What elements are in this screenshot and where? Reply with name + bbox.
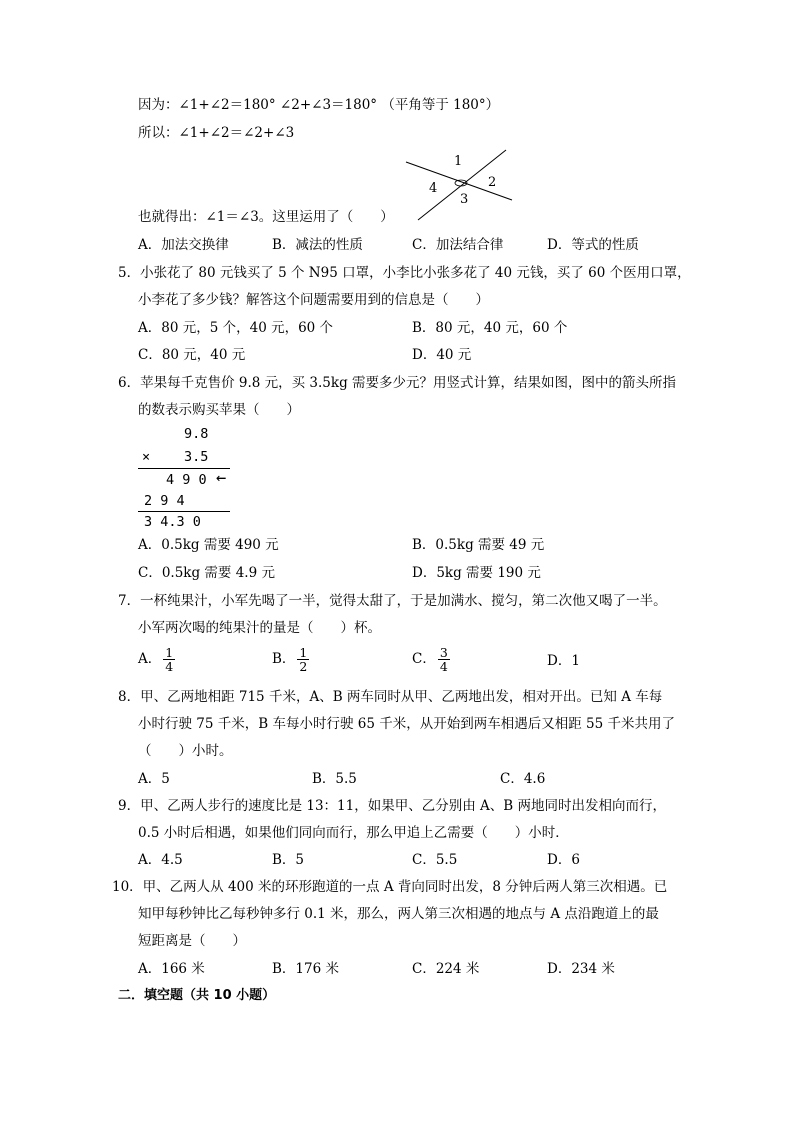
fraction-3-4 [438,646,450,673]
numerator: 3 [439,645,448,660]
calc-row-4: 2 9 4 [144,493,185,509]
q7-option-a [138,646,175,673]
q5-option-d: D．40 元 [412,347,472,363]
q9-option-b: B．5 [272,852,305,868]
q9-line-1: 9．甲、乙两人步行的速度比是 13：11，如果甲、乙分别由 A、B 两地同时出发相向而行， [118,798,666,814]
q6-option-d: D．5kg 需要 190 元 [412,565,541,581]
q8-line-3: （ ）小时。 [138,743,233,759]
q7-option-c [412,646,450,673]
intro-line-3: 也就得出：∠1＝∠3。这里运用了（ ） [138,209,394,225]
calc-row-1: 9.8 [184,426,209,442]
arrow-icon: ← [216,468,227,488]
q7-option-b [272,646,309,673]
q5-option-a: A．80 元，5 个，40 元，60 个 [138,320,334,336]
q4-option-d: D．等式的性质 [547,237,639,253]
angle-label-4: 4 [429,181,438,196]
q8-option-b: B．5.5 [312,771,357,787]
denominator: 2 [299,659,308,674]
fraction-1-2 [297,646,309,673]
q10-line-1: 10．甲、乙两人从 400 米的环形跑道的一点 A 背向同时出发，8 分钟后两人第三次相遇。已 [112,879,668,895]
q7-line-1: 7．一杯纯果汁，小军先喝了一半，觉得太甜了，于是加满水、搅匀，第二次他又喝了一半。 [118,593,667,609]
denominator: 4 [439,659,448,674]
q10-option-b: B．176 米 [272,961,339,977]
q9-option-c: C．5.5 [412,852,458,868]
calc-row-5: 3 4.3 0 [144,514,201,530]
angle-label-2: 2 [488,175,497,190]
q6-option-a: A．0.5kg 需要 490 元 [138,537,279,553]
q9-line-2: 0.5 小时后相遇，如果他们同向而行，那么甲追上乙需要（ ）小时． [138,825,569,841]
q10-option-a: A．166 米 [138,961,205,977]
q8-option-a: A．5 [138,771,170,787]
q10-option-d: D．234 米 [547,961,615,977]
section-heading: 二．填空题（共 10 小题） [118,988,276,1003]
q4-option-c: C．加法结合律 [412,237,504,253]
q10-line-3: 短距离是（ ） [138,933,246,949]
q7-option-c-label: C． [412,651,436,667]
q8-line-2: 小时行驶 75 千米，B 车每小时行驶 65 千米，从开始到两车相遇后又相距 55 千米共用了 [138,716,675,732]
denominator: 4 [165,659,174,674]
q8-option-c: C．4.6 [500,771,546,787]
q7-option-b-label: B． [272,651,296,667]
calc-row-3: 4 9 0 [166,472,207,488]
q10-option-c: C．224 米 [412,961,480,977]
calc-row-2: 3.5 [184,449,209,465]
q10-line-2: 知甲每秒钟比乙每秒钟多行 0.1 米，那么，两人第三次相遇的地点与 A 点沿跑道上的最 [138,906,659,922]
q5-line-2: 小李花了多少钱？解答这个问题需要用到的信息是（ ） [138,292,489,308]
q6-line-2: 的数表示购买苹果（ ） [138,402,300,418]
numerator: 1 [299,645,308,660]
q6-option-b: B．0.5kg 需要 49 元 [412,537,545,553]
q7-option-d: D．1 [547,653,580,669]
q4-option-a: A．加法交换律 [138,237,229,253]
angle-label-3: 3 [460,192,469,207]
q8-line-1: 8．甲、乙两地相距 715 千米，A、B 两车同时从甲、乙两地出发，相对开出。已知 A 车每 [118,689,663,705]
q9-option-a: A．4.5 [138,852,183,868]
intro-line-2: 所以：∠1+∠2＝∠2+∠3 [138,125,295,141]
q7-line-2: 小军两次喝的纯果汁的量是（ ）杯。 [138,620,381,636]
q7-option-a-label: A． [138,651,162,667]
q5-option-c: C．80 元，40 元 [138,347,246,363]
q5-line-1: 5．小张花了 80 元钱买了 5 个 N95 口罩，小李比小张多花了 40 元钱，买了 60 个医用口罩， [118,265,691,281]
q6-option-c: C．0.5kg 需要 4.9 元 [138,565,275,581]
calc-times-sign: × [142,449,151,465]
calc-rule-2 [138,511,230,512]
angle-label-1: 1 [454,154,463,169]
q4-option-b: B．减法的性质 [272,237,363,253]
fraction-1-4 [163,646,175,673]
q6-line-1: 6．苹果每千克售价 9.8 元，买 3.5kg 需要多少元？用竖式计算，结果如图，图中的箭头所指 [118,375,677,391]
numerator: 1 [165,645,174,660]
q9-option-d: D．6 [547,852,580,868]
vertical-calc [138,425,248,535]
angle-diagram [398,148,518,224]
q5-option-b: B．80 元，40 元，60 个 [412,320,568,336]
intro-line-1: 因为：∠1+∠2＝180° ∠2+∠3＝180° （平角等于 180°） [138,97,500,113]
